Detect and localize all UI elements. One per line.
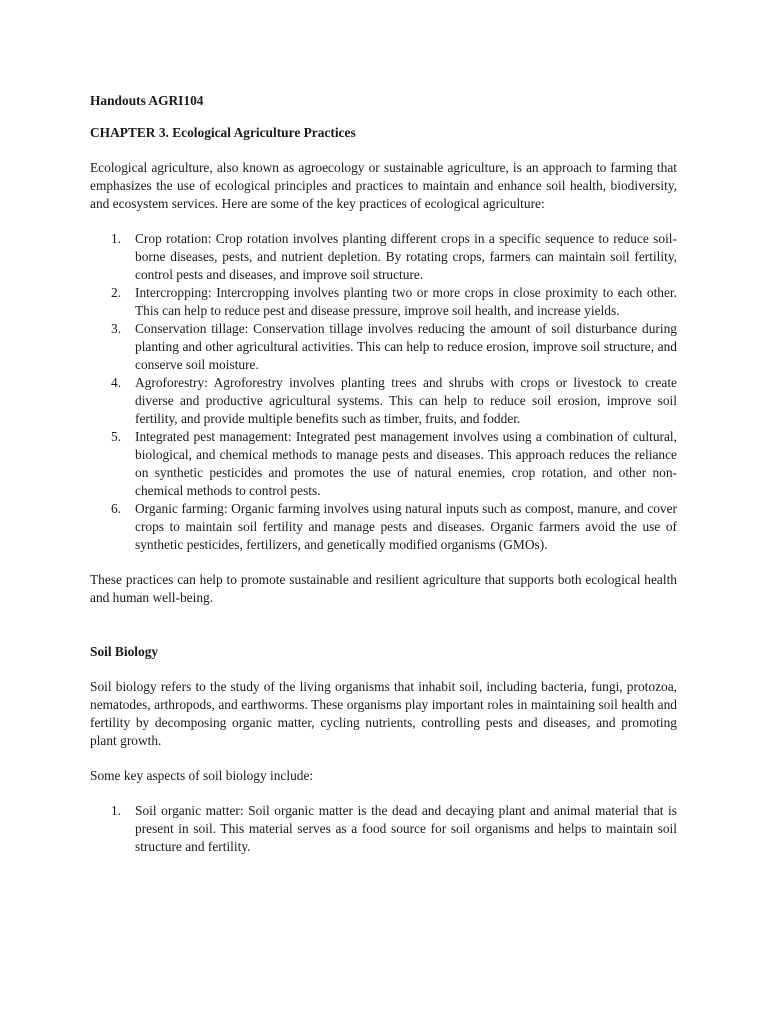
list-number: 1. bbox=[111, 803, 122, 818]
list-number: 6. bbox=[111, 501, 122, 516]
list-number: 3. bbox=[111, 321, 122, 336]
list-item bbox=[111, 802, 677, 856]
list-item bbox=[111, 320, 677, 374]
list-item-text: Agroforestry: Agroforestry involves planting trees and shrubs with crops or livestock to create diverse and productive agricultural systems. This can help to reduce soil erosion, improve soil fertility, and provide multiple benefits such as timber, fruits, and fodder. bbox=[135, 375, 677, 426]
list-item bbox=[111, 374, 677, 428]
list-item bbox=[111, 284, 677, 320]
intro-paragraph: Ecological agriculture, also known as agroecology or sustainable agriculture, is an approach to farming that emphasizes the use of ecological principles and practices to maintain and enhance soil health, biodiversity, and ecosystem services. Here are some of the key practices of ecological agriculture: bbox=[90, 160, 677, 211]
list-number: 5. bbox=[111, 429, 122, 444]
closing-paragraph: These practices can help to promote sustainable and resilient agriculture that supports both ecological health and human well-being. bbox=[90, 572, 677, 605]
list-item-text: Crop rotation: Crop rotation involves planting different crops in a specific sequence to reduce soil-borne diseases, pests, and nutrient depletion. By rotating crops, farmers can maintain soil fertility, control pests and diseases, and improve soil structure. bbox=[135, 231, 677, 282]
list-item bbox=[111, 428, 677, 500]
document-page bbox=[90, 92, 677, 856]
list-number: 4. bbox=[111, 375, 122, 390]
list-item-text: Organic farming: Organic farming involves using natural inputs such as compost, manure, and cover crops to maintain soil fertility and manage pests and diseases. Organic farmers avoid the use of synthetic pesticides, fertilizers, and genetically modified organisms (GMOs). bbox=[135, 501, 677, 552]
list-item-text: Intercropping: Intercropping involves planting two or more crops in close proximity to each other. This can help to reduce pest and disease pressure, improve soil health, and increase yields. bbox=[135, 285, 677, 318]
list-item-text: Integrated pest management: Integrated pest management involves using a combination of cultural, biological, and chemical methods to manage pests and diseases. This approach reduces the reliance on synthetic pesticides and promotes the use of natural enemies, crop rotation, and other non-chemical methods to control pests. bbox=[135, 429, 677, 498]
list-number: 2. bbox=[111, 285, 122, 300]
soil-aspects-list bbox=[90, 802, 677, 856]
list-item-text: Conservation tillage: Conservation tillage involves reducing the amount of soil disturbance during planting and other agricultural activities. This can help to reduce erosion, improve soil structure, and conserve soil moisture. bbox=[135, 321, 677, 372]
list-item bbox=[111, 230, 677, 284]
list-item bbox=[111, 500, 677, 554]
key-aspects-intro: Some key aspects of soil biology include: bbox=[90, 768, 314, 783]
list-number: 1. bbox=[111, 231, 122, 246]
handout-title: Handouts AGRI104 bbox=[90, 93, 204, 108]
list-item-text: Soil organic matter: Soil organic matter is the dead and decaying plant and animal material that is present in soil. This material serves as a food source for soil organisms and helps to maintain soil structure and fertility. bbox=[135, 803, 677, 854]
soil-biology-paragraph: Soil biology refers to the study of the living organisms that inhabit soil, including bacteria, fungi, protozoa, nematodes, arthropods, and earthworms. These organisms play important roles in maintaining soil health and fertility by decomposing organic matter, cycling nutrients, controlling pests and diseases, and promoting plant growth. bbox=[90, 679, 677, 748]
chapter-title: CHAPTER 3. Ecological Agriculture Practices bbox=[90, 125, 356, 140]
section-heading-soil-biology: Soil Biology bbox=[90, 644, 159, 659]
practices-list bbox=[90, 230, 677, 554]
